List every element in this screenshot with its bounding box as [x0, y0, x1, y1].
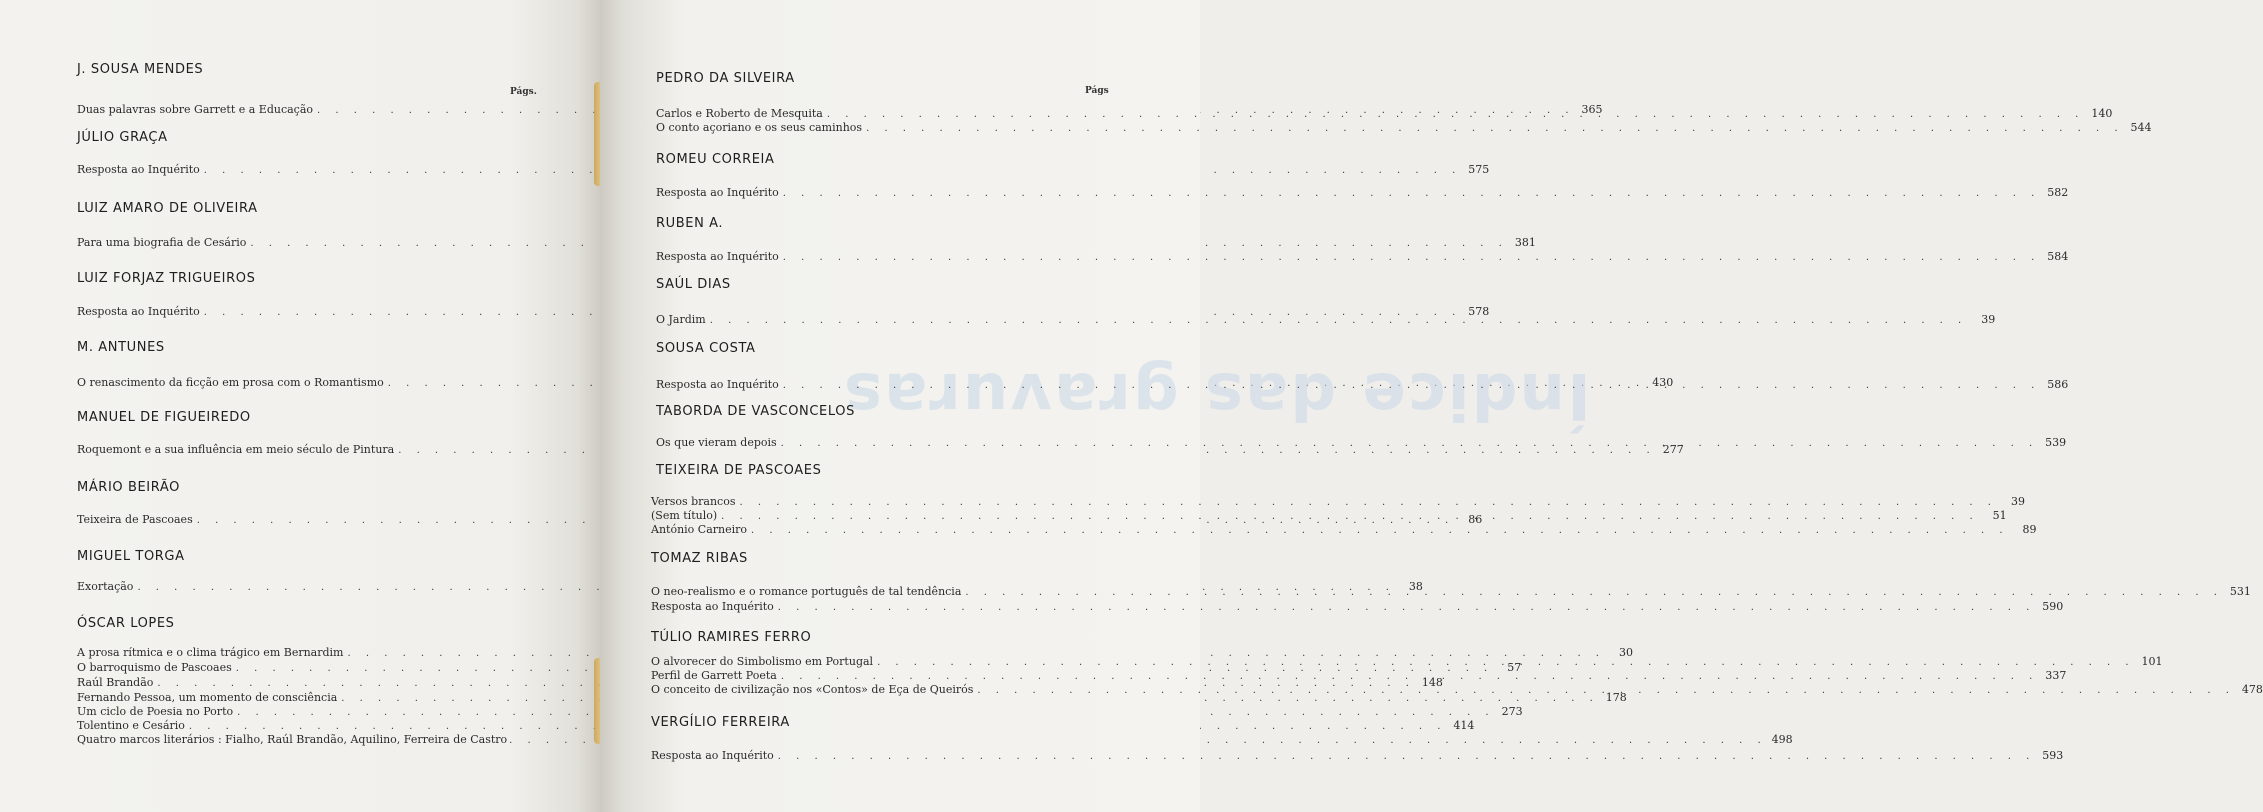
toc-entry[interactable]: [651, 523, 2037, 539]
author-heading: SAÚL DIAS: [656, 277, 731, 292]
author-heading: TABORDA DE VASCONCELOS: [656, 404, 855, 419]
entry-title: Quatro marcos literários : Fialho, Raúl Brandão, Aquilino, Ferreira de Castro: [77, 733, 508, 746]
leader-dots: [783, 188, 2040, 199]
entry-page: 365: [1581, 103, 1603, 116]
entry-title: Resposta ao Inquérito: [656, 186, 779, 199]
author-heading: RUBEN A.: [656, 216, 724, 231]
entry-title: Perfil de Garrett Poeta: [651, 669, 777, 682]
author-heading: PEDRO DA SILVEIRA: [656, 71, 795, 86]
entry-page: 178: [1605, 691, 1627, 704]
bleed-through-text: Índice das gravuras: [842, 358, 1591, 432]
entry-title: Resposta ao Inquérito: [77, 305, 200, 318]
entry-title: Exortação: [77, 580, 134, 593]
entry-page: 148: [1421, 676, 1443, 689]
entry-page: 593: [2042, 749, 2064, 762]
entry-title: Raúl Brandão: [77, 676, 154, 689]
entry-title: O Jardim: [656, 313, 706, 326]
entry-title: A prosa rítmica e o clima trágico em Bernardim: [77, 646, 344, 659]
entry-title: O renascimento da ficção em prosa com o Romantismo: [77, 376, 384, 389]
author-heading: J. SOUSA MENDES: [77, 62, 204, 77]
entry-page: 590: [2042, 600, 2064, 613]
entry-page: 89: [2022, 523, 2037, 536]
leader-dots: [977, 685, 2234, 696]
leader-dots: [827, 109, 2084, 120]
leader-dots: [778, 751, 2035, 762]
toc-entry[interactable]: [656, 313, 1996, 329]
entry-page: 544: [2130, 121, 2152, 134]
entry-page: 51: [1992, 509, 2007, 522]
entry-title: Para uma biografia de Cesário: [77, 236, 247, 249]
entry-title: Duas palavras sobre Garrett e a Educação: [77, 103, 314, 116]
entry-page: 430: [1652, 376, 1674, 389]
author-heading: MIGUEL TORGA: [77, 549, 185, 564]
leader-dots: [778, 602, 2035, 613]
author-heading: ROMEU CORREIA: [656, 152, 775, 167]
toc-entry[interactable]: [651, 600, 2064, 616]
entry-page: 30: [1618, 646, 1633, 659]
leader-dots: [710, 315, 1967, 326]
entry-page: 140: [2091, 107, 2113, 120]
author-heading: ÓSCAR LOPES: [77, 616, 175, 631]
entry-page: 86: [1468, 513, 1483, 526]
toc-entry[interactable]: [77, 236, 1536, 252]
toc-entry[interactable]: [656, 250, 2069, 266]
author-heading: TEIXEIRA DE PASCOAES: [656, 463, 822, 478]
entry-page: 57: [1507, 661, 1522, 674]
author-heading: TÚLIO RAMIRES FERRO: [651, 630, 812, 645]
entry-page: 337: [2045, 669, 2067, 682]
entry-title: Fernando Pessoa, um momento de consciência: [77, 691, 338, 704]
entry-title: Resposta ao Inquérito: [651, 749, 774, 762]
entry-title: Um ciclo de Poesia no Porto: [77, 705, 234, 718]
entry-page: 539: [2045, 436, 2067, 449]
entry-page: 578: [1468, 305, 1490, 318]
entry-page: 586: [2047, 378, 2069, 391]
entry-page: 277: [1662, 443, 1684, 456]
toc-entry[interactable]: [77, 443, 1684, 459]
entry-page: 39: [2010, 495, 2025, 508]
author-heading: SOUSA COSTA: [656, 341, 756, 356]
leader-dots: [965, 587, 2222, 598]
entry-title: Os que vieram depois: [656, 436, 777, 449]
entry-title: Resposta ao Inquérito: [651, 600, 774, 613]
toc-entry[interactable]: [77, 733, 1793, 749]
toc-entry[interactable]: [77, 163, 1490, 179]
entry-page: 39: [1981, 313, 1996, 326]
entry-title: Teixeira de Pascoaes: [77, 513, 193, 526]
entry-page: 101: [2141, 655, 2163, 668]
entry-title: (Sem título): [651, 509, 718, 522]
entry-page: 381: [1514, 236, 1536, 249]
entry-title: O neo-realismo e o romance português de tal tendência: [651, 585, 962, 598]
pages-column-header: Págs: [1085, 86, 1109, 96]
entry-page: 273: [1501, 705, 1523, 718]
author-heading: MANUEL DE FIGUEIREDO: [77, 410, 251, 425]
entry-title: Resposta ao Inquérito: [656, 250, 779, 263]
entry-page: 575: [1468, 163, 1490, 176]
leader-dots: [739, 497, 1996, 508]
entry-page: 414: [1453, 719, 1475, 732]
entry-title: Versos brancos: [651, 495, 736, 508]
toc-entry[interactable]: [651, 749, 2064, 765]
leader-dots: [781, 671, 2038, 682]
entry-title: Roquemont e a sua influência em meio século de Pintura: [77, 443, 395, 456]
entry-title: António Carneiro: [651, 523, 748, 536]
author-heading: M. ANTUNES: [77, 340, 165, 355]
entry-title: O conceito de civilização nos «Contos» de Eça de Queirós: [651, 683, 974, 696]
toc-entry[interactable]: [656, 186, 2069, 202]
entry-title: Resposta ao Inquérito: [77, 163, 200, 176]
author-heading: LUIZ AMARO DE OLIVEIRA: [77, 201, 258, 216]
leader-dots: [866, 123, 2123, 134]
leader-dots: [751, 525, 2008, 536]
entry-page: 531: [2229, 585, 2251, 598]
author-heading: VERGÍLIO FERREIRA: [651, 715, 790, 730]
entry-page: 582: [2047, 186, 2069, 199]
leader-dots: [781, 438, 2038, 449]
entry-page: 498: [1771, 733, 1793, 746]
author-heading: TOMAZ RIBAS: [651, 551, 748, 566]
toc-entry[interactable]: [656, 121, 2152, 137]
entry-page: 478: [2241, 683, 2263, 696]
leader-dots: [783, 252, 2040, 263]
entry-title: Tolentino e Cesário: [77, 719, 185, 732]
leader-dots: [877, 657, 2134, 668]
entry-title: Carlos e Roberto de Mesquita: [656, 107, 823, 120]
leader-dots: [721, 511, 1978, 522]
entry-title: O alvorecer do Simbolismo em Portugal: [651, 655, 874, 668]
entry-page: 38: [1408, 580, 1423, 593]
entry-page: 584: [2047, 250, 2069, 263]
entry-title: O barroquismo de Pascoaes: [77, 661, 232, 674]
entry-title: Resposta ao Inquérito: [656, 378, 779, 391]
author-heading: LUIZ FORJAZ TRIGUEIROS: [77, 271, 256, 286]
pages-column-header: Págs.: [510, 87, 537, 97]
leader-dots: [783, 380, 2040, 391]
author-heading: MÁRIO BEIRÃO: [77, 480, 180, 495]
author-heading: JÚLIO GRAÇA: [77, 130, 168, 145]
entry-title: O conto açoriano e os seus caminhos: [656, 121, 863, 134]
